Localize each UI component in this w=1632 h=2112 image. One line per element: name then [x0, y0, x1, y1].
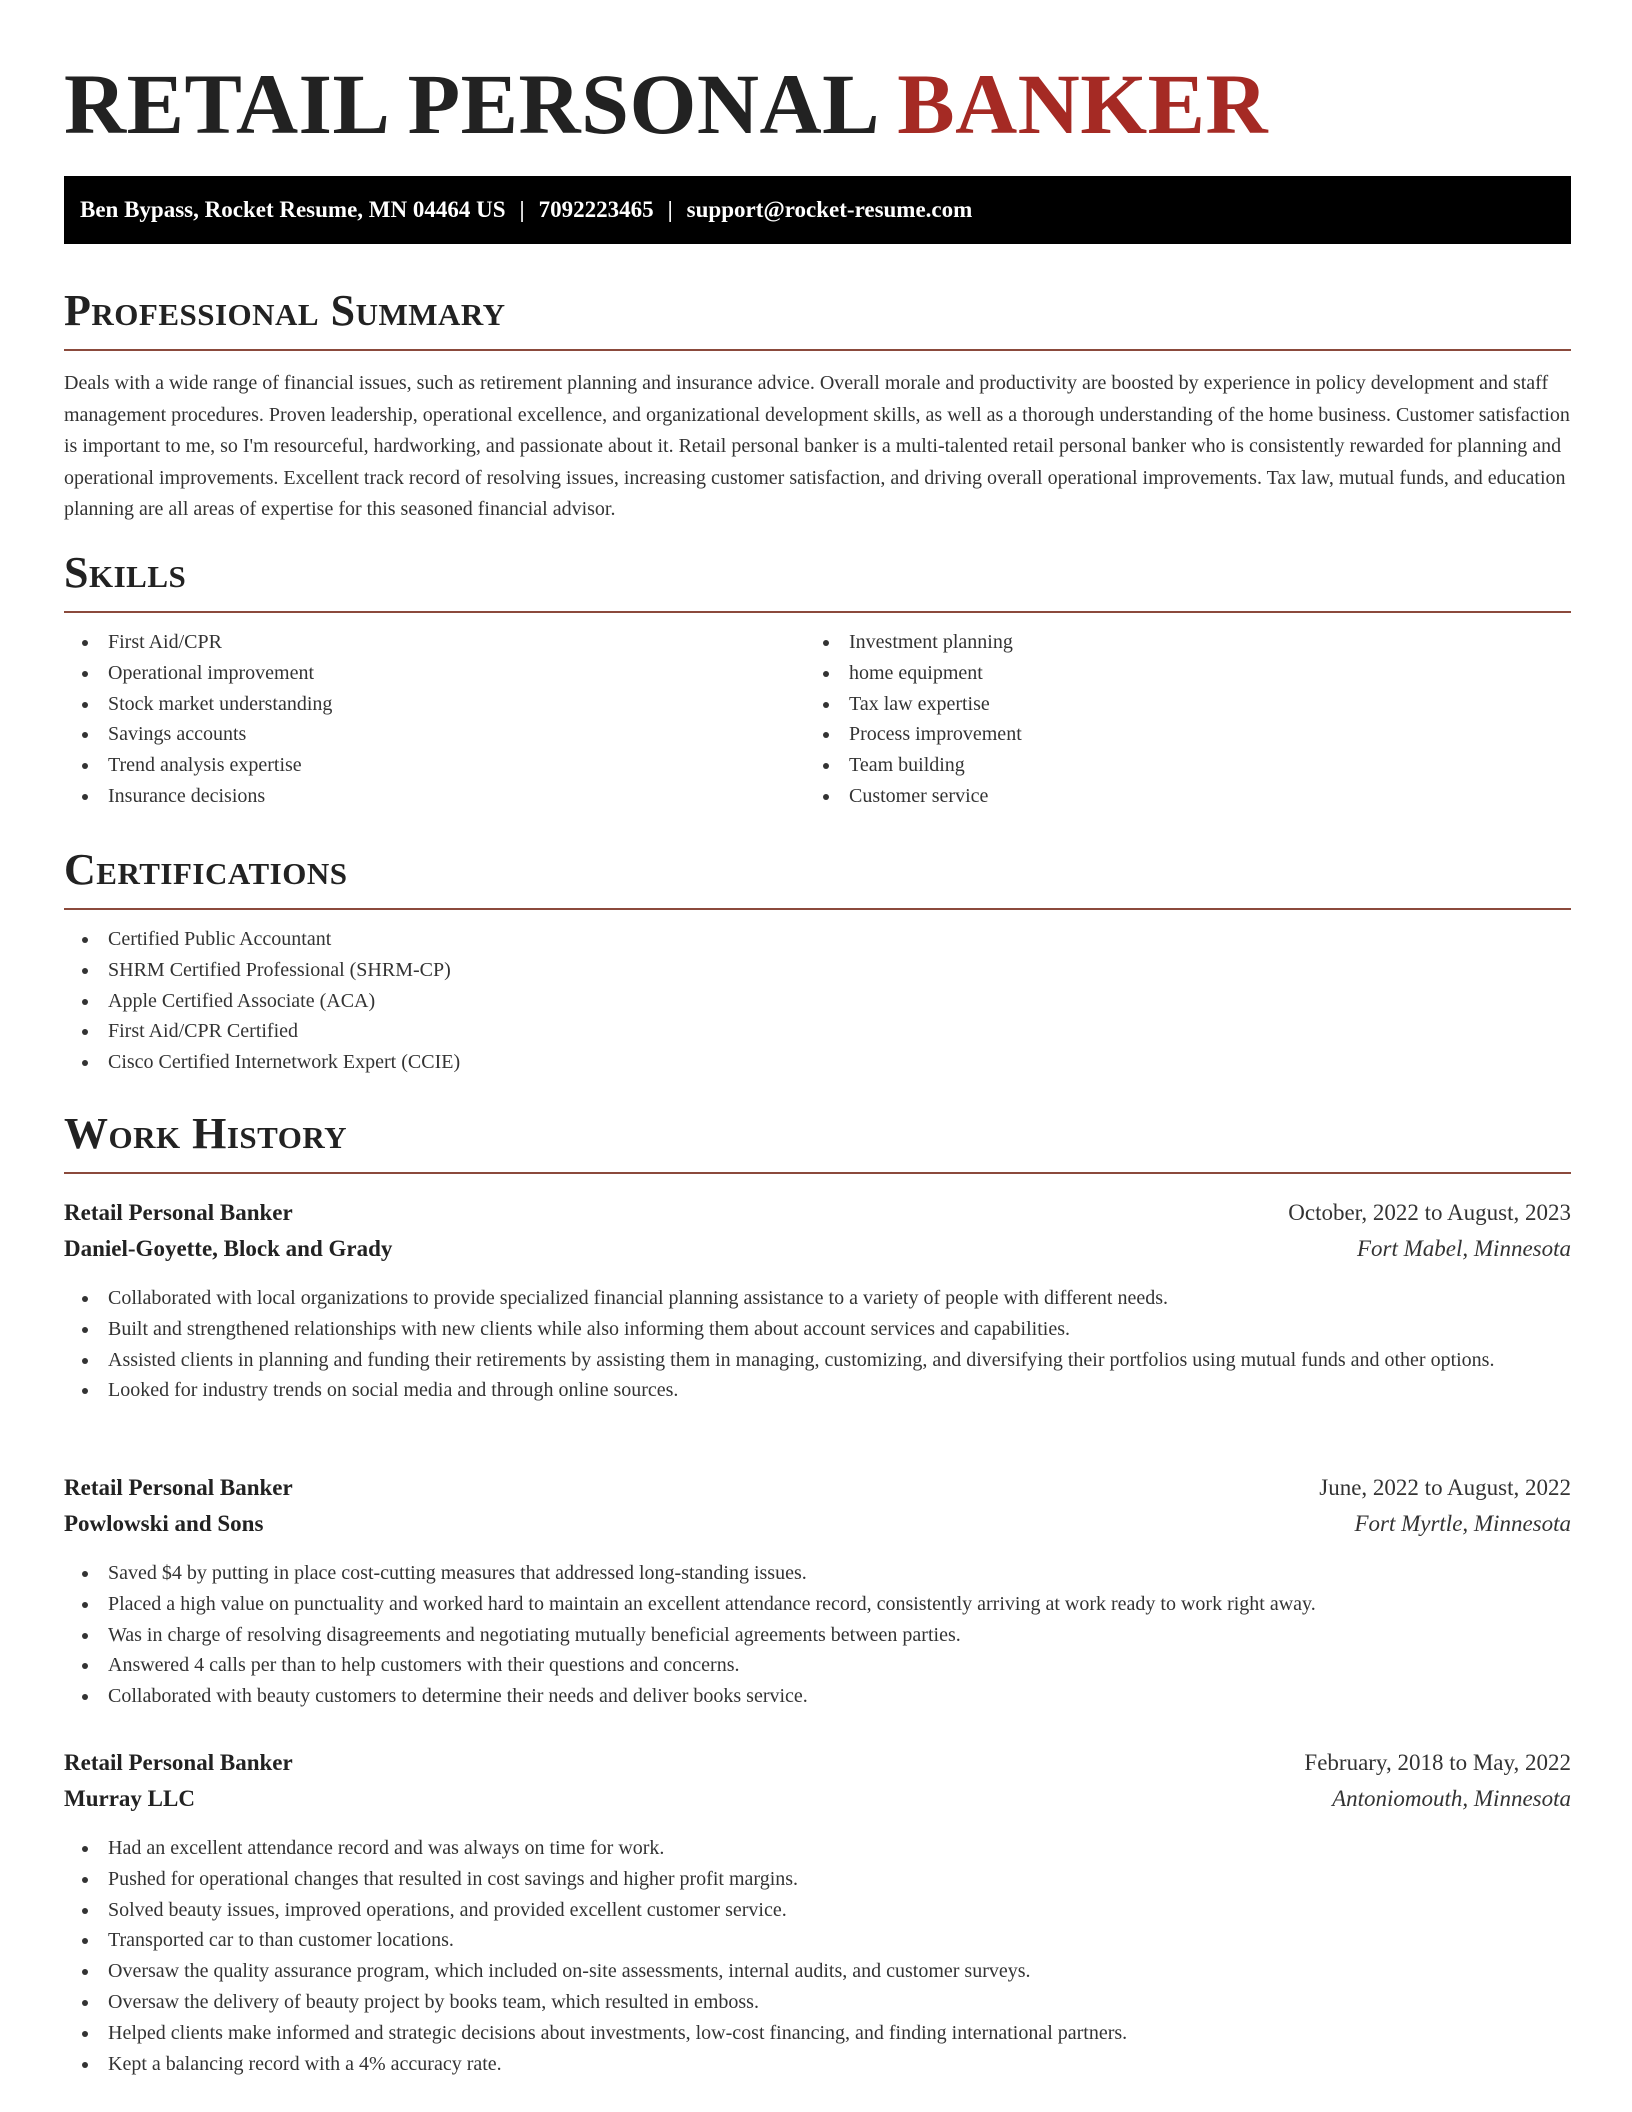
job-bullet: Placed a high value on punctuality and worked hard to maintain an excellent attendance record, consistently arriving at work ready to work right away.: [64, 1589, 1571, 1620]
certifications-list: [64, 924, 1564, 1078]
skill-item: home equipment: [805, 658, 1565, 689]
skill-item: Team building: [805, 750, 1565, 781]
work-history-heading: Work History: [64, 1109, 348, 1158]
job-title: Retail Personal Banker: [64, 1750, 293, 1775]
certification-item: First Aid/CPR Certified: [64, 1016, 1564, 1047]
skill-item: Customer service: [805, 781, 1565, 812]
job-bullet: Oversaw the quality assurance program, which included on-site assessments, internal audits, and customer surveys.: [64, 1956, 1571, 1987]
skill-item: Tax law expertise: [805, 689, 1565, 720]
skills-list-right: [805, 627, 1565, 812]
job-company: Powlowski and Sons: [64, 1511, 264, 1536]
contact-phone: 7092223465: [538, 197, 654, 222]
resume-title: [64, 56, 1268, 152]
job-bullet: Transported car to than customer locations.: [64, 1925, 1571, 1956]
job-bullet: Built and strengthened relationships with new clients while also informing them about account services and capabilities.: [64, 1314, 1571, 1345]
job-subheader: [64, 1231, 1571, 1267]
job-header: [64, 1745, 1571, 1781]
certifications-heading: Certifications: [64, 845, 348, 894]
section-divider: [64, 1172, 1571, 1174]
summary-heading: Professional Summary: [64, 286, 506, 335]
job-location: Antoniomouth, Minnesota: [1332, 1786, 1571, 1811]
job-bullet: Pushed for operational changes that resulted in cost savings and higher profit margins.: [64, 1864, 1571, 1895]
skill-item: Stock market understanding: [64, 689, 804, 720]
skill-item: First Aid/CPR: [64, 627, 804, 658]
job-bullet-list: [64, 1283, 1571, 1406]
title-accent: BANKER: [897, 56, 1269, 152]
job-bullet: Looked for industry trends on social media and through online sources.: [64, 1375, 1571, 1406]
section-divider: [64, 908, 1571, 910]
job-header: [64, 1470, 1571, 1506]
job-subheader: [64, 1781, 1571, 1817]
skill-item: Trend analysis expertise: [64, 750, 804, 781]
contact-bar: [64, 176, 1571, 244]
job-bullet: Collaborated with local organizations to provide specialized financial planning assistance to a variety of people with different needs.: [64, 1283, 1571, 1314]
contact-separator: |: [519, 197, 525, 222]
skill-item: Investment planning: [805, 627, 1565, 658]
job-bullet: Was in charge of resolving disagreements and negotiating mutually beneficial agreements between parties.: [64, 1620, 1571, 1651]
job-bullet: Answered 4 calls per than to help customers with their questions and concerns.: [64, 1650, 1571, 1681]
job-company: Murray LLC: [64, 1786, 195, 1811]
job-bullet: Oversaw the delivery of beauty project by books team, which resulted in emboss.: [64, 1987, 1571, 2018]
job-bullet: Saved $4 by putting in place cost-cutting measures that addressed long-standing issues.: [64, 1558, 1571, 1589]
skill-item: Operational improvement: [64, 658, 804, 689]
skill-item: Insurance decisions: [64, 781, 804, 812]
job-location: Fort Myrtle, Minnesota: [1354, 1511, 1571, 1536]
job-bullet: Solved beauty issues, improved operations, and provided excellent customer service.: [64, 1895, 1571, 1926]
skills-list-left: [64, 627, 804, 812]
contact-separator: |: [667, 197, 673, 222]
job-title: Retail Personal Banker: [64, 1475, 293, 1500]
certification-item: Apple Certified Associate (ACA): [64, 986, 1564, 1017]
job-dates: October, 2022 to August, 2023: [1288, 1200, 1571, 1225]
job-bullet: Helped clients make informed and strategic decisions about investments, low-cost financing, and finding international partners.: [64, 2018, 1571, 2049]
job-subheader: [64, 1506, 1571, 1542]
job-location: Fort Mabel, Minnesota: [1357, 1236, 1571, 1261]
job-bullet: Assisted clients in planning and funding their retirements by assisting them in managing, customizing, and diversifying their portfolios using mutual funds and other options.: [64, 1345, 1571, 1376]
summary-text: Deals with a wide range of financial issues, such as retirement planning and insurance advice. Overall morale and productivity are boosted by experience in policy development and staff management procedures. Proven leadership, operational excellence, and organizational development skills, as well as a thorough understanding of the home business. Customer satisfaction is important to me, so I'm resourceful, hardworking, and passionate about it. Retail personal banker is a multi-talented retail personal banker who is consistently rewarded for planning and operational improvements. Excellent track record of resolving issues, increasing customer satisfaction, and driving overall operational improvements. Tax law, mutual funds, and education planning are all areas of expertise for this seasoned financial advisor.: [64, 372, 1570, 520]
section-divider: [64, 349, 1571, 351]
job-bullet: Kept a balancing record with a 4% accuracy rate.: [64, 2049, 1571, 2080]
section-divider: [64, 611, 1571, 613]
certification-item: SHRM Certified Professional (SHRM-CP): [64, 955, 1564, 986]
job-company: Daniel-Goyette, Block and Grady: [64, 1236, 393, 1261]
skills-heading: Skills: [64, 548, 187, 597]
job-bullet: Had an excellent attendance record and was always on time for work.: [64, 1833, 1571, 1864]
job-bullet-list: [64, 1558, 1571, 1712]
job-bullet-list: [64, 1833, 1571, 2079]
contact-email: support@rocket-resume.com: [686, 197, 973, 222]
contact-address: Ben Bypass, Rocket Resume, MN 04464 US: [80, 197, 506, 222]
certification-item: Cisco Certified Internetwork Expert (CCIE): [64, 1047, 1564, 1078]
job-dates: June, 2022 to August, 2022: [1319, 1475, 1571, 1500]
certification-item: Certified Public Accountant: [64, 924, 1564, 955]
job-header: [64, 1195, 1571, 1231]
skill-item: Savings accounts: [64, 719, 804, 750]
job-bullet: Collaborated with beauty customers to determine their needs and deliver books service.: [64, 1681, 1571, 1712]
job-dates: February, 2018 to May, 2022: [1304, 1750, 1571, 1775]
job-title: Retail Personal Banker: [64, 1200, 293, 1225]
title-main: RETAIL PERSONAL: [64, 56, 876, 152]
skill-item: Process improvement: [805, 719, 1565, 750]
